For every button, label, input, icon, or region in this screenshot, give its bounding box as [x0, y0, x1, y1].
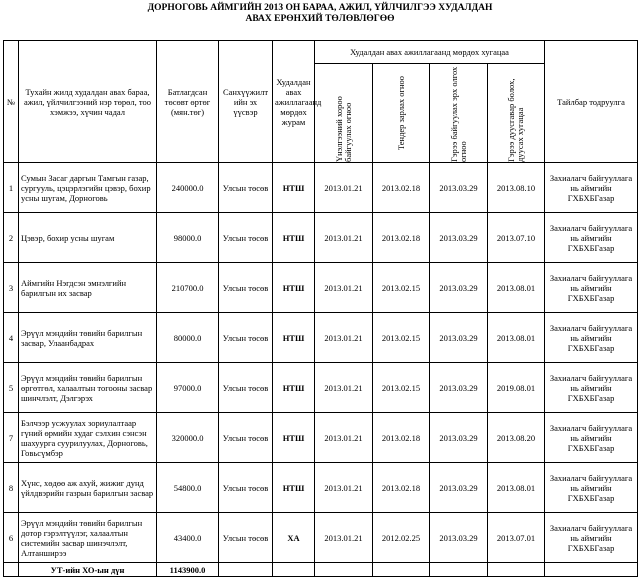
- item-description: Бэлчээр усжуулах зориулалтаар гүний өрмийн худаг сэлхин сэнсэн шахуурга суурилуулах, Дорноговь, Говьсүмбэр: [19, 413, 157, 463]
- total-label: УТ-ийн ХО-ын дүн: [19, 563, 157, 577]
- procurement-method: ХА: [273, 513, 315, 563]
- date-contract-award: 2013.03.29: [430, 163, 488, 213]
- date-contract-award: 2013.03.29: [430, 463, 488, 513]
- date-tender: 2013.02.18: [373, 463, 430, 513]
- item-description: Эрүүл мэндийн төвийн барилгын өргөтгөл, халаалтын тогооны засвар шинчлэлт, Дэлгэрэх: [19, 363, 157, 413]
- note: Захиалагч байгууллага нь аймгийн ГХБХБГазар: [545, 413, 638, 463]
- item-description: Аймгийн Нэгдсэн эмнэлгийн барилгын их засвар: [19, 263, 157, 313]
- date-contract-end: 2013.08.01: [488, 313, 545, 363]
- note: Захиалагч байгууллага нь аймгийн ГХБХБГазар: [545, 163, 638, 213]
- header-date-contract-end: Гэрээ дуусгавар болох, дуусах хугацаа: [488, 64, 545, 163]
- procurement-method: НТШ: [273, 313, 315, 363]
- row-number: 2: [4, 213, 19, 263]
- date-contract-award: 2013.03.29: [430, 363, 488, 413]
- item-description: Эрүүл мэндийн төвийн барилгын засвар, Улаанбадрах: [19, 313, 157, 363]
- date-committee: 2013.01.21: [315, 363, 373, 413]
- table-row: [4, 213, 638, 263]
- approved-budget: 240000.0: [157, 163, 219, 213]
- date-committee: 2013.01.21: [315, 213, 373, 263]
- note: Захиалагч байгууллага нь аймгийн ГХБХБГазар: [545, 313, 638, 363]
- date-tender: 2013.02.15: [373, 263, 430, 313]
- table-row: [4, 413, 638, 463]
- date-contract-award: 2013.03.29: [430, 313, 488, 363]
- date-tender: 2013.02.18: [373, 213, 430, 263]
- header-source: Санхүүжилт ийн эх үүсвэр: [219, 41, 273, 163]
- approved-budget: 98000.0: [157, 213, 219, 263]
- header-timeline-group: Худалдан авах ажиллагаанд мөрдөх хугацаа: [315, 41, 545, 64]
- approved-budget: 97000.0: [157, 363, 219, 413]
- row-number: 7: [4, 413, 19, 463]
- row-number: 4: [4, 313, 19, 363]
- total-row: [4, 563, 638, 577]
- date-contract-award: 2013.03.29: [430, 513, 488, 563]
- title-line-1: ДОРНОГОВЬ АЙМГИЙН 2013 ОН БАРАА, АЖИЛ, ҮЙЛЧИЛГЭЭ ХУДАЛДАН: [147, 3, 493, 13]
- header-date-committee: Үнэлгээний хороо байгуулах огноо: [315, 64, 373, 163]
- date-committee: 2013.01.21: [315, 313, 373, 363]
- note: Захиалагч байгууллага нь аймгийн ГХБХБГазар: [545, 213, 638, 263]
- row-number: 6: [4, 513, 19, 563]
- row-number: 5: [4, 363, 19, 413]
- date-contract-award: 2013.03.29: [430, 413, 488, 463]
- document-title: [0, 0, 640, 26]
- note: Захиалагч байгууллага нь аймгийн ГХБХБГазар: [545, 513, 638, 563]
- table-row: [4, 313, 638, 363]
- date-contract-end: 2013.08.01: [488, 263, 545, 313]
- procurement-method: НТШ: [273, 413, 315, 463]
- note: Захиалагч байгууллага нь аймгийн ГХБХБГазар: [545, 363, 638, 413]
- date-committee: 2013.01.21: [315, 513, 373, 563]
- funding-source: Улсын төсөв: [219, 263, 273, 313]
- title-line-2: АВАХ ЕРӨНХИЙ ТӨЛӨВЛӨГӨӨ: [245, 14, 395, 24]
- date-contract-end: 2013.07.10: [488, 213, 545, 263]
- item-description: Хүнс, хөдөө аж ахуй, жижиг дунд үйлдвэрийн газрын барилгын засвар: [19, 463, 157, 513]
- date-contract-end: 2013.08.10: [488, 163, 545, 213]
- funding-source: Улсын төсөв: [219, 463, 273, 513]
- date-committee: 2013.01.21: [315, 163, 373, 213]
- procurement-method: НТШ: [273, 263, 315, 313]
- note: Захиалагч байгууллага нь аймгийн ГХБХБГазар: [545, 463, 638, 513]
- item-description: Сумын Засаг даргын Тамгын газар, сургууль, цэцэрлэгийн цэвэр, бохир усны шугам, Дорноговь: [19, 163, 157, 213]
- procurement-plan-table: [3, 40, 638, 577]
- header-budget: Батлагдсан төсөвт өртөг (мян.төг): [157, 41, 219, 163]
- approved-budget: 320000.0: [157, 413, 219, 463]
- date-contract-end: 2013.07.01: [488, 513, 545, 563]
- row-number: 1: [4, 163, 19, 213]
- item-description: Эрүүл мэндийн төвийн барилгын дотор гэрэлтүүлэг, халаалтын системийн засвар шинэчлэлт, Алтанширээ: [19, 513, 157, 563]
- funding-source: Улсын төсөв: [219, 163, 273, 213]
- approved-budget: 54800.0: [157, 463, 219, 513]
- date-tender: 2013.02.15: [373, 313, 430, 363]
- header-date-contract-award: Гэрээ байгуулах эрх олгох огноо: [430, 64, 488, 163]
- procurement-method: НТШ: [273, 213, 315, 263]
- item-description: Цэвэр, бохир усны шугам: [19, 213, 157, 263]
- date-committee: 2013.01.21: [315, 263, 373, 313]
- funding-source: Улсын төсөв: [219, 213, 273, 263]
- header-description: Тухайн жилд худалдан авах бараа, ажил, үйлчилгээний нэр төрөл, тоо хэмжээ, хүчин чадал: [19, 41, 157, 163]
- table-row: [4, 513, 638, 563]
- header-no: №: [4, 41, 19, 163]
- date-contract-award: 2013.03.29: [430, 213, 488, 263]
- date-contract-end: 2013.08.01: [488, 463, 545, 513]
- header-date-tender: Тендер зарлах огноо: [373, 64, 430, 163]
- date-committee: 2013.01.21: [315, 413, 373, 463]
- date-tender: 2013.02.18: [373, 413, 430, 463]
- date-committee: 2013.01.21: [315, 463, 373, 513]
- note: Захиалагч байгууллага нь аймгийн ГХБХБГазар: [545, 263, 638, 313]
- table-row: [4, 463, 638, 513]
- date-contract-end: 2013.08.20: [488, 413, 545, 463]
- funding-source: Улсын төсөв: [219, 363, 273, 413]
- row-number: 8: [4, 463, 19, 513]
- funding-source: Улсын төсөв: [219, 313, 273, 363]
- procurement-method: НТШ: [273, 363, 315, 413]
- funding-source: Улсын төсөв: [219, 413, 273, 463]
- date-tender: 2012.02.25: [373, 513, 430, 563]
- table-row: [4, 263, 638, 313]
- total-value: 1143900.0: [157, 563, 219, 577]
- approved-budget: 43400.0: [157, 513, 219, 563]
- approved-budget: 80000.0: [157, 313, 219, 363]
- table-row: [4, 163, 638, 213]
- header-note: Тайлбар тодруулга: [545, 41, 638, 163]
- procurement-method: НТШ: [273, 163, 315, 213]
- date-contract-end: 2019.08.01: [488, 363, 545, 413]
- row-number: 3: [4, 263, 19, 313]
- table-row: [4, 363, 638, 413]
- header-method: Худалдан авах ажиллагаанд мөрдөх журам: [273, 41, 315, 163]
- date-tender: 2013.02.18: [373, 163, 430, 213]
- procurement-method: НТШ: [273, 463, 315, 513]
- funding-source: Улсын төсөв: [219, 513, 273, 563]
- approved-budget: 210700.0: [157, 263, 219, 313]
- date-tender: 2013.02.15: [373, 363, 430, 413]
- date-contract-award: 2013.03.29: [430, 263, 488, 313]
